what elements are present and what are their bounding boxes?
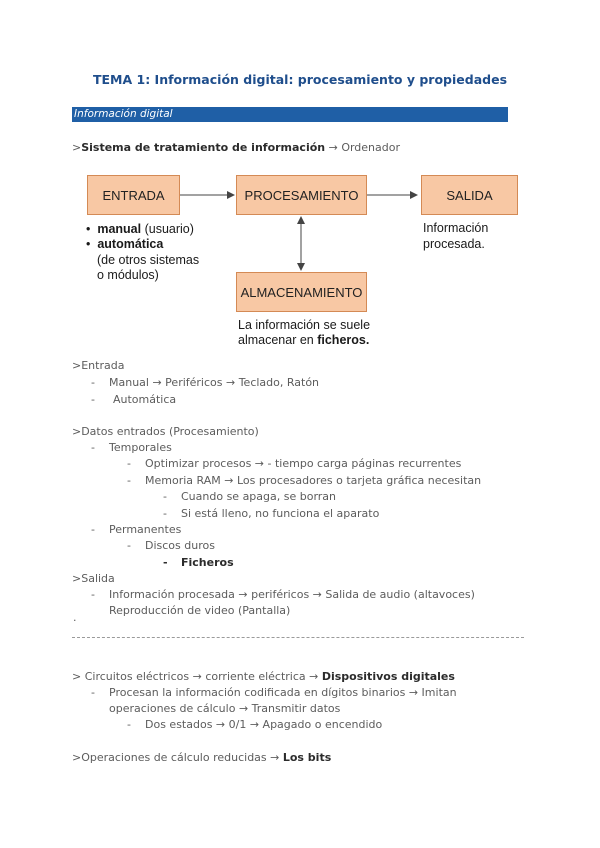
dash: - [127, 539, 131, 552]
salida-heading: >Salida [72, 572, 115, 585]
entrada-item-manual: Manual → Periféricos → Teclado, Ratón [109, 376, 320, 389]
circuitos-line-3: Dos estados → 0/1 → Apagado o encendido [145, 718, 383, 731]
dash: - [91, 686, 95, 699]
circuitos-line: > Circuitos eléctricos → corriente eléctrica → Dispositivos digitales [72, 670, 455, 683]
datos-ficheros: Ficheros [181, 556, 234, 569]
entrada-item-auto: Automática [113, 393, 177, 406]
dash: - [127, 457, 131, 470]
salida-box: SALIDA [421, 175, 518, 215]
dash: - [163, 556, 168, 569]
entrada-note-auto: • automática [86, 237, 164, 251]
salida-note-1: Información [423, 221, 489, 235]
circuitos-bold: Dispositivos digitales [321, 670, 455, 683]
dash: - [91, 441, 95, 454]
dash: - [91, 393, 95, 406]
datos-ram: Memoria RAM → Los procesadores o tarjeta gráfica necesitan [145, 474, 482, 487]
datos-discos: Discos duros [145, 539, 215, 552]
section-heading-text: Información digital [74, 108, 173, 120]
dash: - [127, 474, 131, 487]
almac-note-2: almacenar en ficheros. [238, 333, 370, 347]
datos-permanentes: Permanentes [109, 523, 182, 536]
almacenamiento-box: ALMACENAMIENTO [236, 272, 367, 312]
sistema-line: >Sistema de tratamiento de información → Ordenador [72, 141, 401, 154]
page-title: TEMA 1: Información digital: procesamiento y propiedades [92, 72, 508, 87]
entrada-heading: >Entrada [72, 359, 125, 372]
dash: - [163, 507, 167, 520]
dash: - [91, 376, 95, 389]
procesamiento-box: PROCESAMIENTO [236, 175, 367, 215]
datos-heading: >Datos entrados (Procesamiento) [72, 425, 259, 438]
salida-line-1: Información procesada → periféricos → Salida de audio (altavoces) [109, 588, 475, 601]
datos-apaga: Cuando se apaga, se borran [181, 490, 337, 503]
dash: - [127, 718, 131, 731]
operaciones-line: >Operaciones de cálculo reducidas → Los bits [72, 751, 332, 764]
salida-line-2: Reproducción de video (Pantalla) [109, 604, 291, 617]
dashed-separator [72, 637, 524, 638]
datos-lleno: Si está lleno, no funciona el aparato [181, 507, 380, 520]
sistema-bold: Sistema de tratamiento de información [81, 141, 326, 154]
entrada-note-manual: • manual (usuario) [86, 222, 194, 236]
salida-note-2: procesada. [423, 237, 485, 251]
dash: - [91, 523, 95, 536]
operaciones-bold: Los bits [282, 751, 332, 764]
circuitos-line-1: Procesan la información codificada en dígitos binarios → Imitan [109, 686, 457, 699]
stray-dot: · [73, 614, 77, 627]
datos-temporales: Temporales [109, 441, 172, 454]
dash: - [163, 490, 167, 503]
entrada-box: ENTRADA [87, 175, 180, 215]
almac-note-1: La información se suele [238, 318, 371, 332]
entrada-note-auto-2: (de otros sistemas [97, 253, 200, 267]
circuitos-line-2: operaciones de cálculo → Transmitir datos [109, 702, 341, 715]
dash: - [91, 588, 95, 601]
datos-optimizar: Optimizar procesos → - tiempo carga páginas recurrentes [145, 457, 462, 470]
entrada-note-auto-3: o módulos) [97, 268, 159, 282]
